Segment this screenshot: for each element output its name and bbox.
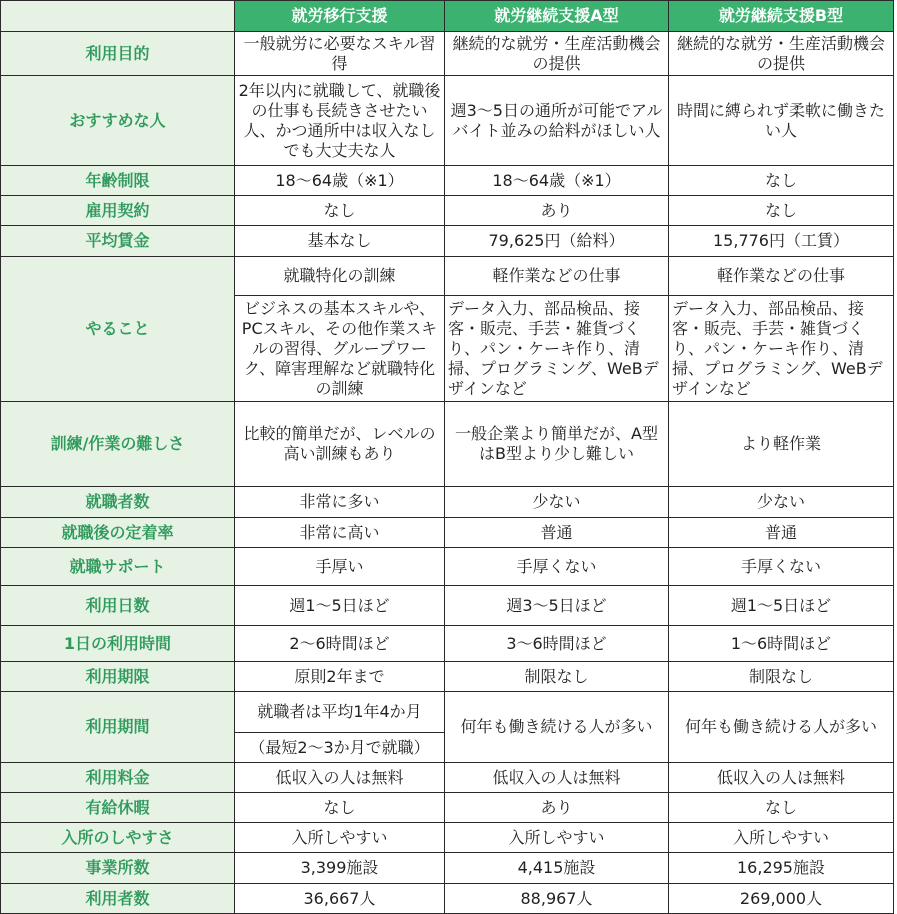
cell-age-type-a: 18～64歳（※1） [445,166,669,196]
cell-contract-type-b: なし [669,196,894,226]
row-label: 1日の利用時間 [1,626,235,662]
row-label: 利用料金 [1,763,235,793]
cell-support-transition: 手厚い [235,548,445,586]
row-employed [1,487,894,518]
row-age [1,166,894,196]
row-hours [1,626,894,662]
row-recommended [1,76,894,166]
cell-days-transition: 週1～5日ほど [235,586,445,626]
row-leave [1,793,894,823]
cell-tasks-detail-type-b: データ入力、部品検品、接客・販売、手芸・雑貨づくり、パン・ケーキ作り、清掃、プログラミング、WeBデザインなど [669,296,894,402]
cell-ease-type-a: 入所しやすい [445,823,669,853]
row-days [1,586,894,626]
cell-retention-transition: 非常に高い [235,518,445,548]
cell-hours-type-b: 1～6時間ほど [669,626,894,662]
cell-support-type-a: 手厚くない [445,548,669,586]
cell-ease-transition: 入所しやすい [235,823,445,853]
row-label: 利用目的 [1,32,235,76]
row-contract [1,196,894,226]
row-label: 年齢制限 [1,166,235,196]
cell-limit-transition: 原則2年まで [235,662,445,692]
row-label: 利用者数 [1,884,235,914]
header-type-b: 就労継続支援B型 [669,1,894,32]
row-label: 入所のしやすさ [1,823,235,853]
cell-period-transition-min: （最短2～3か月で就職） [235,733,445,763]
cell-leave-type-a: あり [445,793,669,823]
cell-days-type-a: 週3～5日ほど [445,586,669,626]
row-limit [1,662,894,692]
cell-retention-type-b: 普通 [669,518,894,548]
cell-limit-type-b: 制限なし [669,662,894,692]
row-fee [1,763,894,793]
row-ease [1,823,894,853]
cell-contract-transition: なし [235,196,445,226]
row-label: 就職後の定着率 [1,518,235,548]
cell-difficulty-type-a: 一般企業より簡単だが、A型はB型より少し難しい [445,402,669,487]
cell-leave-transition: なし [235,793,445,823]
row-label: やること [1,257,235,402]
cell-days-type-b: 週1～5日ほど [669,586,894,626]
cell-wage-transition: 基本なし [235,226,445,257]
row-label: 就職者数 [1,487,235,518]
row-difficulty [1,402,894,487]
cell-fee-type-b: 低収入の人は無料 [669,763,894,793]
cell-recommended-type-b: 時間に縛られず柔軟に働きたい人 [669,76,894,166]
cell-tasks-summary-transition: 就職特化の訓練 [235,257,445,296]
cell-employed-transition: 非常に多い [235,487,445,518]
cell-leave-type-b: なし [669,793,894,823]
cell-tasks-summary-type-a: 軽作業などの仕事 [445,257,669,296]
cell-age-transition: 18～64歳（※1） [235,166,445,196]
row-support [1,548,894,586]
row-label: 就職サポート [1,548,235,586]
cell-users-type-a: 88,967人 [445,884,669,914]
cell-tasks-summary-type-b: 軽作業などの仕事 [669,257,894,296]
cell-wage-type-b: 15,776円（工賃） [669,226,894,257]
header-type-a: 就労継続支援A型 [445,1,669,32]
cell-difficulty-type-b: より軽作業 [669,402,894,487]
row-label: 事業所数 [1,853,235,884]
cell-users-type-b: 269,000人 [669,884,894,914]
cell-period-type-b: 何年も働き続ける人が多い [669,692,894,763]
cell-support-type-b: 手厚くない [669,548,894,586]
cell-difficulty-transition: 比較的簡単だが、レベルの高い訓練もあり [235,402,445,487]
cell-offices-type-a: 4,415施設 [445,853,669,884]
cell-tasks-detail-transition: ビジネスの基本スキルや、PCスキル、その他作業スキルの習得、グループワーク、障害理解など就職特化の訓練 [235,296,445,402]
row-purpose [1,32,894,76]
row-retention [1,518,894,548]
row-label: おすすめな人 [1,76,235,166]
header-corner [1,1,235,32]
cell-ease-type-b: 入所しやすい [669,823,894,853]
row-label: 平均賃金 [1,226,235,257]
cell-offices-transition: 3,399施設 [235,853,445,884]
cell-users-transition: 36,667人 [235,884,445,914]
row-tasks [1,257,894,296]
cell-period-type-a: 何年も働き続ける人が多い [445,692,669,763]
row-label: 雇用契約 [1,196,235,226]
cell-recommended-type-a: 週3～5日の通所が可能でアルバイト並みの給料がほしい人 [445,76,669,166]
cell-purpose-transition: 一般就労に必要なスキル習得 [235,32,445,76]
cell-fee-type-a: 低収入の人は無料 [445,763,669,793]
cell-offices-type-b: 16,295施設 [669,853,894,884]
cell-purpose-type-b: 継続的な就労・生産活動機会の提供 [669,32,894,76]
row-label: 利用日数 [1,586,235,626]
row-period [1,692,894,733]
row-label: 有給休暇 [1,793,235,823]
row-label: 利用期間 [1,692,235,763]
cell-tasks-detail-type-a: データ入力、部品検品、接客・販売、手芸・雑貨づくり、パン・ケーキ作り、清掃、プログラミング、WeBデザインなど [445,296,669,402]
cell-limit-type-a: 制限なし [445,662,669,692]
cell-employed-type-a: 少ない [445,487,669,518]
cell-age-type-b: なし [669,166,894,196]
row-users [1,884,894,914]
cell-recommended-transition: 2年以内に就職して、就職後の仕事も長続きさせたい人、かつ通所中は収入なしでも大丈夫な人 [235,76,445,166]
row-offices [1,853,894,884]
cell-hours-type-a: 3～6時間ほど [445,626,669,662]
row-label: 利用期限 [1,662,235,692]
cell-employed-type-b: 少ない [669,487,894,518]
cell-retention-type-a: 普通 [445,518,669,548]
cell-period-transition-avg: 就職者は平均1年4か月 [235,692,445,733]
cell-wage-type-a: 79,625円（給料） [445,226,669,257]
cell-hours-transition: 2～6時間ほど [235,626,445,662]
cell-purpose-type-a: 継続的な就労・生産活動機会の提供 [445,32,669,76]
cell-contract-type-a: あり [445,196,669,226]
row-label: 訓練/作業の難しさ [1,402,235,487]
header-row [1,1,894,32]
row-wage [1,226,894,257]
cell-fee-transition: 低収入の人は無料 [235,763,445,793]
header-transition-support: 就労移行支援 [235,1,445,32]
